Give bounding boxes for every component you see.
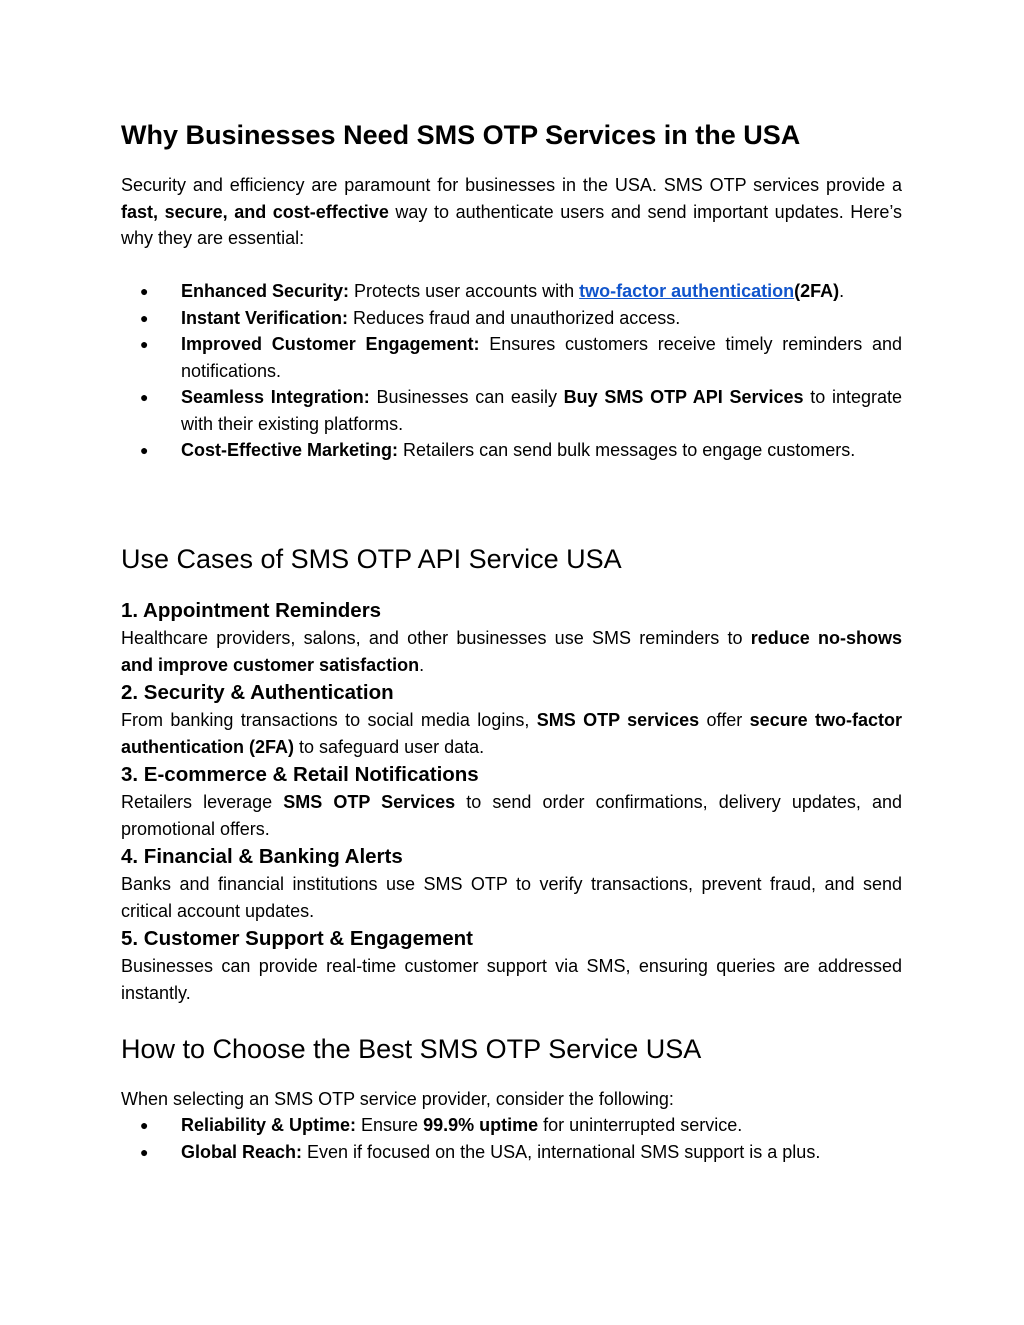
bullet-icon: ●: [140, 309, 149, 326]
use-case-text: Healthcare providers, salons, and other businesses use SMS reminders to reduce no-shows and improve customer satisfaction.: [121, 628, 903, 675]
list-item: ● Cost-Effective Marketing: Retailers can send bulk messages to engage customers.: [121, 437, 902, 464]
list-item: ● Instant Verification: Reduces fraud and unauthorized access.: [121, 305, 902, 332]
use-case-title: 3. E-commerce & Retail Notifications: [121, 763, 479, 786]
choose-intro-text: When selecting an SMS OTP service provider, consider the following:: [121, 1089, 674, 1109]
use-case-title: 5. Customer Support & Engagement: [121, 927, 473, 950]
use-case-text: Businesses can provide real-time customer support via SMS, ensuring queries are addressed instantly.: [121, 956, 902, 1003]
use-case-text: Banks and financial institutions use SMS OTP to verify transactions, prevent fraud, and send critical account updates.: [121, 874, 902, 921]
list-item: ● Reliability & Uptime: Ensure 99.9% uptime for uninterrupted service.: [121, 1112, 902, 1139]
list-item: ● Enhanced Security: Protects user accounts with two-factor authentication(2FA).: [121, 278, 902, 305]
intro-text-end: way to authenticate users and send important updates. Here’s why they are essential:: [121, 201, 902, 248]
use-case-title: 4. Financial & Banking Alerts: [121, 845, 403, 868]
bullet-icon: ●: [140, 1143, 149, 1160]
bullet-icon: ●: [140, 1117, 149, 1133]
use-case-title: 1. Appointment Reminders: [121, 599, 382, 622]
two-factor-authentication-link[interactable]: two-factor authentication: [579, 281, 795, 301]
list-item: ● Improved Customer Engagement: Ensures customers receive timely reminders and notifications.: [121, 331, 902, 384]
intro-paragraph: [121, 172, 902, 252]
criteria-list: [121, 1112, 902, 1165]
use-case-title: 2. Security & Authentication: [121, 681, 394, 704]
benefits-list: [121, 278, 902, 464]
intro-text: Security and efficiency are paramount for businesses in the USA. SMS OTP services provide a: [121, 175, 902, 195]
list-item: ● Seamless Integration: Businesses can easily Buy SMS OTP API Services to integrate with their existing platforms.: [121, 384, 902, 437]
use-case-text: Retailers leverage SMS OTP Services to send order confirmations, delivery updates, and promotional offers.: [121, 792, 902, 839]
bullet-icon: ●: [140, 389, 149, 405]
intro-bold-text: fast, secure, and cost-effective: [121, 201, 389, 222]
bullet-icon: ●: [140, 283, 149, 299]
list-item: ● Global Reach: Even if focused on the USA, international SMS support is a plus.: [121, 1139, 902, 1166]
section-heading-how-to-choose: How to Choose the Best SMS OTP Service USA: [121, 1034, 702, 1064]
use-case-text: From banking transactions to social media logins, SMS OTP services offer secure two-factor authentication (2FA) to safeguard user data.: [121, 710, 902, 757]
bullet-icon: ●: [140, 336, 149, 352]
section-heading-use-cases: Use Cases of SMS OTP API Service USA: [121, 544, 622, 574]
bullet-icon: ●: [140, 442, 149, 458]
section-heading-why-businesses: Why Businesses Need SMS OTP Services in the USA: [121, 120, 801, 150]
